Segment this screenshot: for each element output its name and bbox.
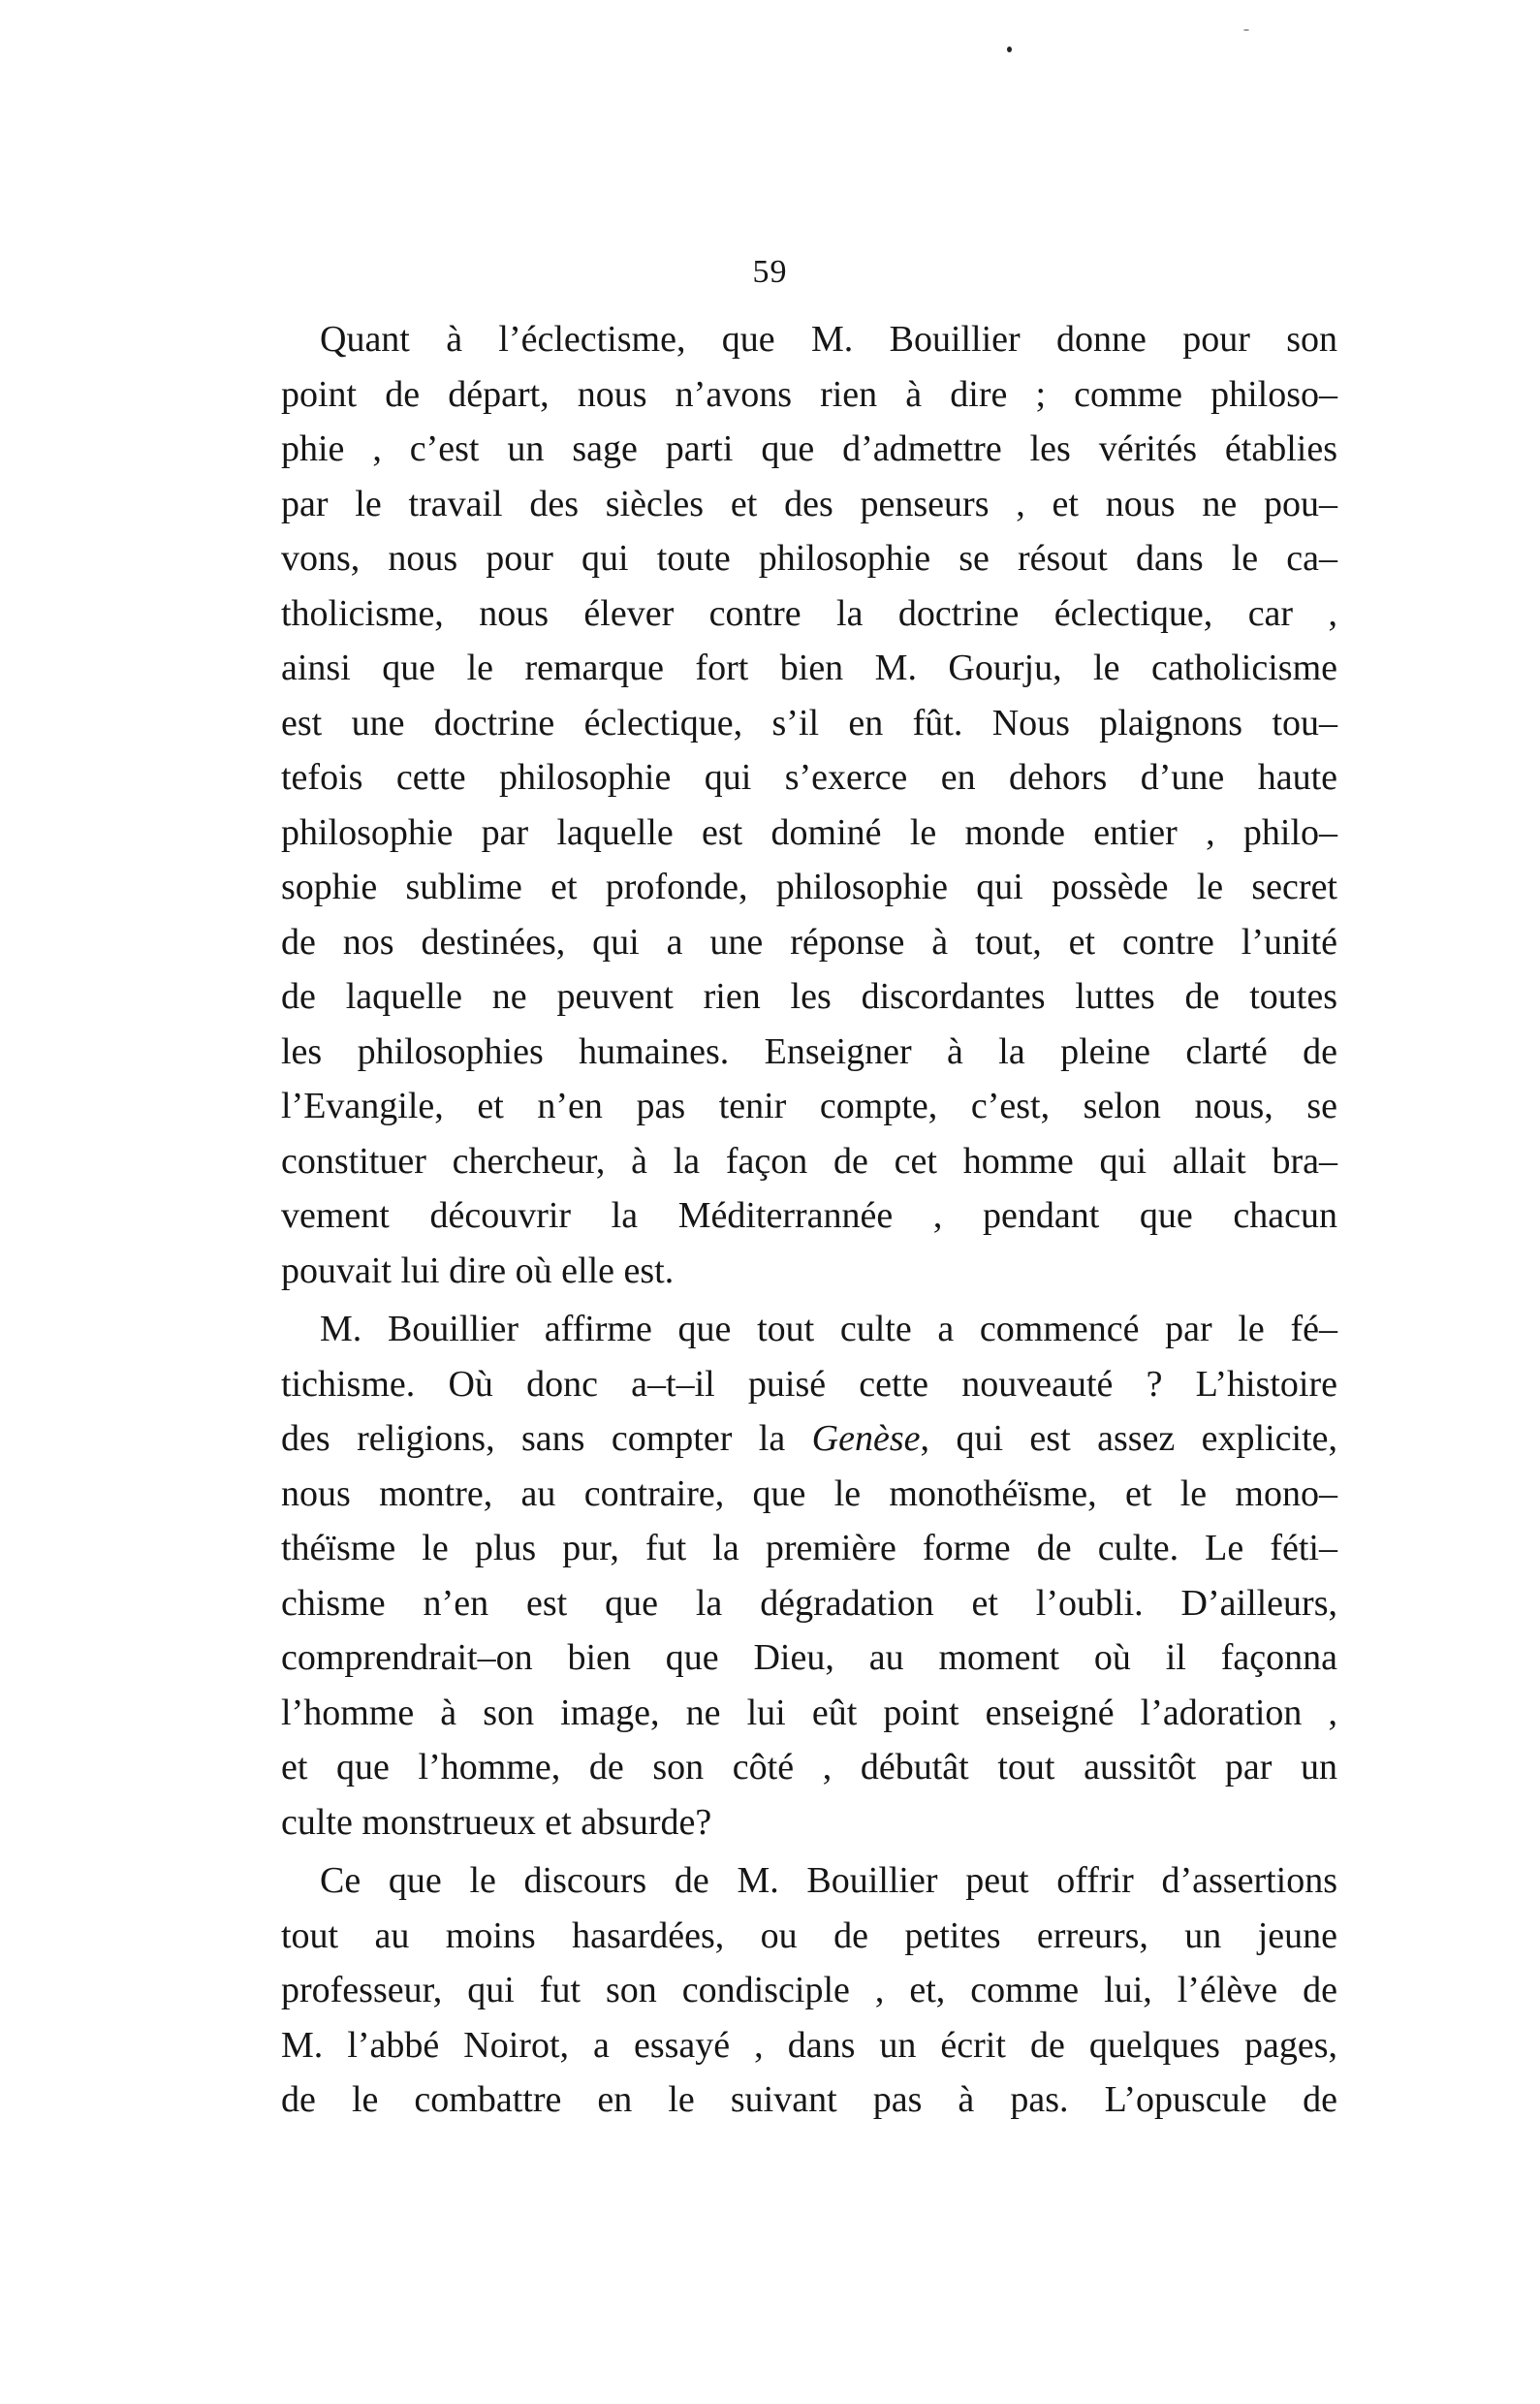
text-line: théïsme le plus pur, fut la première forme de culte. Le féti– bbox=[281, 1528, 1337, 1568]
text-line: constituer chercheur, à la façon de cet homme qui allait bra– bbox=[281, 1140, 1337, 1182]
text-line: point de départ, nous n’avons rien à dire ; comme philoso– bbox=[281, 373, 1337, 415]
text-line: tholicisme, nous élever contre la doctrine éclectique, car , bbox=[281, 592, 1337, 634]
text-line: et que l’homme, de son côté , débutât tout aussitôt par un bbox=[281, 1747, 1337, 1787]
text-line: de laquelle ne peuvent rien les discordantes luttes de toutes bbox=[281, 976, 1337, 1017]
text-line: est une doctrine éclectique, s’il en fût. Nous plaignons tou– bbox=[281, 702, 1337, 743]
page-number: 59 bbox=[752, 254, 788, 290]
print-speck bbox=[1007, 47, 1012, 52]
text-line: professeur, qui fut son condisciple , et, comme lui, l’élève de bbox=[281, 1970, 1337, 2010]
text-line: l’homme à son image, ne lui eût point enseigné l’adoration , bbox=[281, 1692, 1337, 1733]
text-line: les philosophies humaines. Enseigner à la pleine clarté de bbox=[281, 1030, 1337, 1072]
text-line: tefois cette philosophie qui s’exerce en dehors d’une haute bbox=[281, 757, 1337, 798]
text-line: par le travail des siècles et des penseurs , et nous ne pou– bbox=[281, 483, 1337, 524]
text-line: vons, nous pour qui toute philosophie se résout dans le ca– bbox=[281, 538, 1337, 579]
paragraph bbox=[281, 1302, 1337, 1850]
paragraph bbox=[281, 1853, 1337, 2128]
text-line: de nos destinées, qui a une réponse à tout, et contre l’unité bbox=[281, 921, 1337, 963]
text-line: Ce que le discours de M. Bouillier peut offrir d’assertions bbox=[320, 1860, 1337, 1901]
body-text bbox=[281, 312, 1337, 2128]
text-line bbox=[281, 1411, 1337, 1467]
text-line: nous montre, au contraire, que le monothéïsme, et le mono– bbox=[281, 1472, 1337, 1514]
text-line: Quant à l’éclectisme, que M. Bouillier donne pour son bbox=[320, 319, 1337, 360]
text-line: culte monstrueux et absurde? bbox=[281, 1801, 712, 1843]
text-segment: , qui est assez explicite, bbox=[920, 1418, 1338, 1459]
text-line: M. Bouillier affirme que tout culte a commencé par le fé– bbox=[320, 1309, 1337, 1349]
paragraph bbox=[281, 312, 1337, 1298]
text-line: philosophie par laquelle est dominé le monde entier , philo– bbox=[281, 811, 1337, 853]
text-line: M. l’abbé Noirot, a essayé , dans un écrit de quelques pages, bbox=[281, 2024, 1337, 2066]
text-line: tichisme. Où donc a–t–il puisé cette nouveauté ? L’histoire bbox=[281, 1363, 1337, 1405]
text-line: de le combattre en le suivant pas à pas. L’opuscule de bbox=[281, 2079, 1337, 2120]
text-line: phie , c’est un sage parti que d’admettre les vérités établies bbox=[281, 428, 1337, 469]
text-segment: des religions, sans compter la bbox=[281, 1418, 786, 1459]
text-line: vement découvrir la Méditerrannée , pendant que chacun bbox=[281, 1195, 1337, 1236]
text-line: comprendrait–on bien que Dieu, au moment où il façonna bbox=[281, 1637, 1337, 1678]
text-line: ainsi que le remarque fort bien M. Gourju, le catholicisme bbox=[281, 648, 1337, 688]
print-speck bbox=[1243, 29, 1249, 31]
text-line: sophie sublime et profonde, philosophie qui possède le secret bbox=[281, 867, 1337, 907]
italic-title: Genèse bbox=[811, 1418, 921, 1459]
text-line: chisme n’en est que la dégradation et l’oubli. D’ailleurs, bbox=[281, 1582, 1337, 1624]
text-line: pouvait lui dire où elle est. bbox=[281, 1249, 675, 1291]
text-line: l’Evangile, et n’en pas tenir compte, c’est, selon nous, se bbox=[281, 1086, 1337, 1126]
text-line: tout au moins hasardées, ou de petites erreurs, un jeune bbox=[281, 1914, 1337, 1956]
